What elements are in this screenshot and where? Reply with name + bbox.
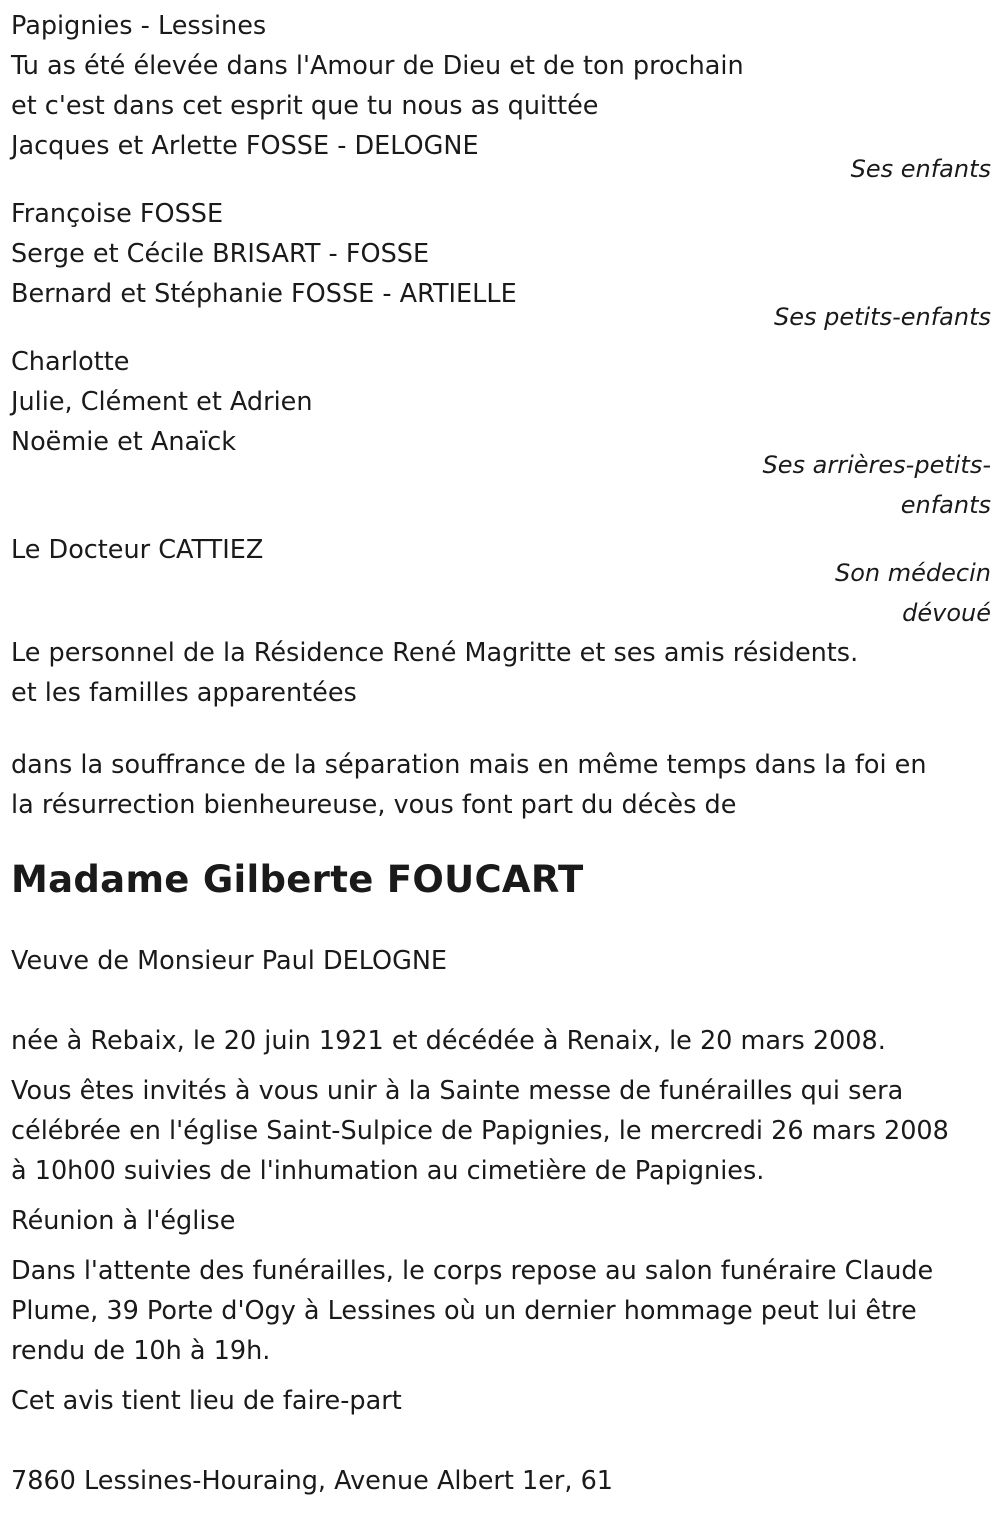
- funeral-line-1: Vous êtes invités à vous unir à la Sainte messe de funérailles qui sera: [11, 1076, 904, 1106]
- family-role-label-cont: enfants: [900, 491, 991, 519]
- family-member: Julie, Clément et Adrien: [11, 387, 313, 417]
- birth-death-line: née à Rebaix, le 20 juin 1921 et décédée à Renaix, le 20 mars 2008.: [11, 1026, 886, 1056]
- family-member: Noëmie et Anaïck: [11, 427, 236, 457]
- doctor-name: Le Docteur CATTIEZ: [11, 535, 264, 565]
- obituary-notice: [11, 6, 991, 1501]
- funeral-line-2: célébrée en l'église Saint-Sulpice de Papignies, le mercredi 26 mars 2008: [11, 1116, 949, 1146]
- funeral-paragraph: [11, 1071, 991, 1191]
- great-grandchildren-group: [11, 342, 991, 525]
- verse-line-1: Tu as été élevée dans l'Amour de Dieu et de ton prochain: [11, 51, 744, 81]
- family-member: Charlotte: [11, 347, 130, 377]
- grandchildren-group: [11, 194, 991, 337]
- family-member: Jacques et Arlette FOSSE - DELOGNE: [11, 131, 479, 161]
- location-line: Papignies - Lessines: [11, 11, 267, 41]
- notice-line: Cet avis tient lieu de faire-part: [11, 1386, 402, 1416]
- announcement-line-1: dans la souffrance de la séparation mais en même temps dans la foi en: [11, 750, 927, 780]
- widow-of-line: Veuve de Monsieur Paul DELOGNE: [11, 946, 448, 976]
- relatives-line: et les familles apparentées: [11, 678, 357, 708]
- doctor-role-label-cont: dévoué: [902, 599, 991, 627]
- family-member: Bernard et Stéphanie FOSSE - ARTIELLE: [11, 279, 517, 309]
- doctor-group: [11, 530, 991, 633]
- verse-line-2: et c'est dans cet esprit que tu nous as quittée: [11, 91, 599, 121]
- deceased-name: Madame Gilberte FOUCART: [11, 858, 584, 901]
- staff-line: Le personnel de la Résidence René Magritte et ses amis résidents.: [11, 638, 859, 668]
- visitation-line-1: Dans l'attente des funérailles, le corps repose au salon funéraire Claude: [11, 1256, 934, 1286]
- address-line: 7860 Lessines-Houraing, Avenue Albert 1er, 61: [11, 1466, 614, 1496]
- family-role-label: Ses enfants: [850, 155, 991, 183]
- funeral-line-3: à 10h00 suivies de l'inhumation au cimetière de Papignies.: [11, 1156, 765, 1186]
- meeting-line: Réunion à l'église: [11, 1206, 236, 1236]
- visitation-line-2: Plume, 39 Porte d'Ogy à Lessines où un dernier hommage peut lui être: [11, 1296, 917, 1326]
- family-member: Françoise FOSSE: [11, 199, 224, 229]
- announcement-line-2: la résurrection bienheureuse, vous font part du décès de: [11, 790, 737, 820]
- visitation-line-3: rendu de 10h à 19h.: [11, 1336, 271, 1366]
- children-group: [11, 126, 991, 189]
- family-member: Serge et Cécile BRISART - FOSSE: [11, 239, 430, 269]
- visitation-paragraph: [11, 1251, 991, 1371]
- family-role-label: Ses arrières-petits-: [762, 451, 991, 479]
- doctor-role-label: Son médecin: [835, 559, 991, 587]
- family-role-label: Ses petits-enfants: [773, 303, 991, 331]
